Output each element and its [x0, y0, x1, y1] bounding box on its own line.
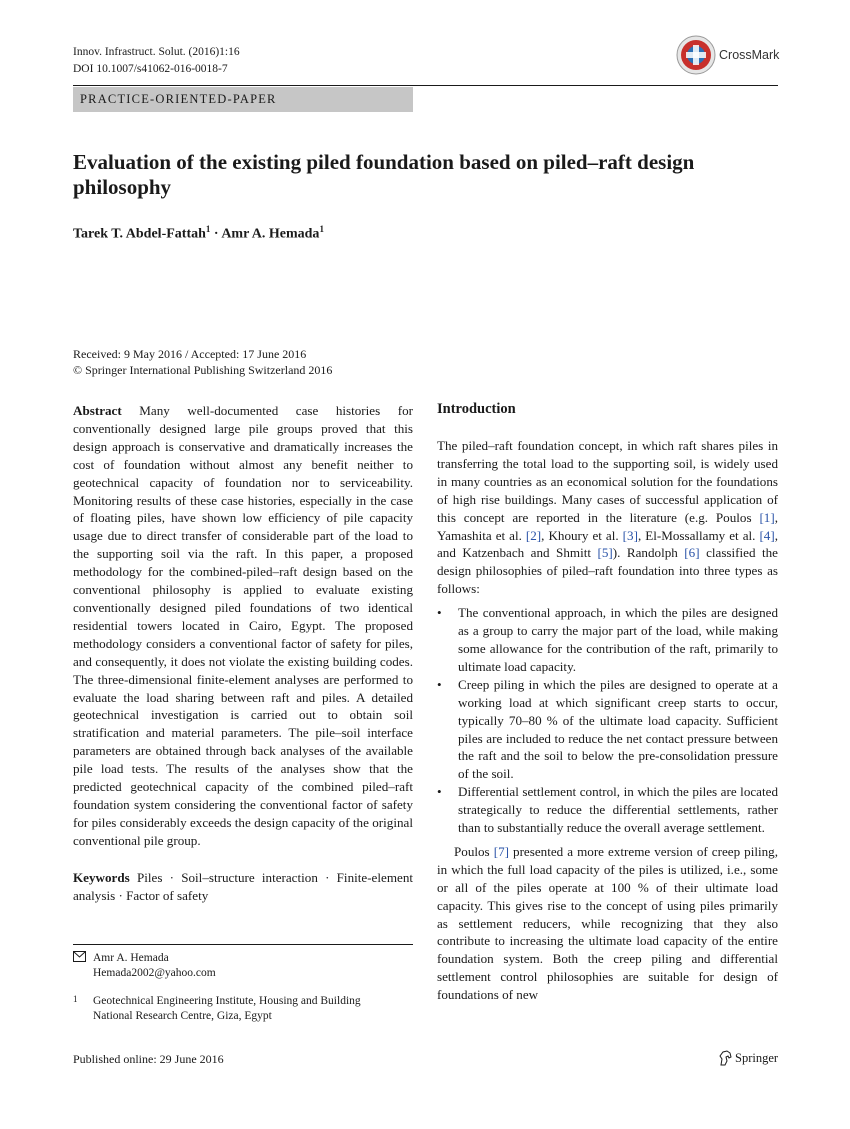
published-online: Published online: 29 June 2016 [73, 1052, 224, 1066]
abstract-text: Many well-documented case histories for conventionally designed large pile groups proved that this design approach is conservative and dramatically increases the cost of foundation without almost any benefit neither to geotechnical capacity of foundation nor to serviceability. Monitoring results of these case histories, especially in the case of floating piles, have shown low efficiency of pile capacity usage due to direct transfer of considerable part of the load to the supporting soil via the raft. In this paper, a proposed methodology for the combined-piled–raft design based on the conventional philosophy is applied to evaluate existing conventionally designed piled foundations of two identical residential towers located in Cairo, Egypt. The proposed methodology considers a conventional factor of safety for piles, and consequently, it does not violate the existing building codes. The three-dimensional finite-element analyses are performed to evaluate the load sharing between raft and piles. A detailed geotechnical investigation is carried out to obtain soil stratification and material parameters. The pile–soil interface parameters are obtained through back analyses of the available pile load tests. The results of the analyses show that the predicted geotechnical capacity of the combined piled–raft foundation system considering the conventional factor of safety for piles considerably exceeds the design capacity of the original conventional pile group. [73, 403, 413, 848]
article-dates [73, 346, 332, 378]
header-rule [73, 85, 778, 86]
citation-3[interactable]: [3] [622, 527, 638, 543]
article-type-banner: PRACTICE-ORIENTED-PAPER [73, 87, 413, 112]
crossmark-icon [676, 35, 716, 75]
affiliation-text: Geotechnical Engineering Institute, Housing and Building National Research Centre, Giza, Egypt [93, 995, 361, 1022]
envelope-icon [73, 951, 86, 967]
list-item-text: Creep piling in which the piles are designed to operate at a working load at which significant creep starts to occur, typically 70–80 % of the ultimate load capacity. Sufficient piles are included to reduce the net contact pressure between the raft and the soil to below the pre-consolidation pressure of the soil. [458, 676, 778, 782]
keywords-label: Keywords [73, 869, 130, 885]
author-separator: · [210, 226, 222, 242]
bullet-icon: • [437, 605, 442, 621]
list-item-text: The conventional approach, in which the piles are designed as a group to carry the major part of the load, while making some allowance for the contribution of the raft, primarily to ultimate load capacity. [458, 605, 778, 674]
design-philosophy-list [437, 604, 778, 837]
text-run: , Yamashita et al. [437, 509, 778, 543]
springer-horse-icon [719, 1050, 732, 1066]
correspondence-email[interactable]: Hemada2002@yahoo.com [93, 967, 216, 979]
keywords [73, 869, 413, 905]
correspondence-name: Amr A. Hemada [93, 952, 169, 964]
text-run: , El-Mossallamy et al. [637, 527, 760, 543]
citation-2[interactable]: [2] [525, 527, 542, 543]
list-item [437, 783, 778, 837]
author-2-affiliation: 1 [319, 224, 324, 234]
text-run: The piled–raft foundation concept, in which raft shares piles in transferring the total load to the supporting soil, is widely used in many countries as an economical solution for the foundations of high rise buildings. Many cases of successful application of this concept are reported in the literature (e.g. Poulos [437, 438, 778, 525]
intro-paragraph-2 [437, 843, 778, 1004]
bullet-icon: • [437, 676, 442, 692]
list-item [437, 604, 778, 676]
citation-7[interactable]: [7] [493, 843, 509, 859]
author-1-affiliation: 1 [205, 224, 211, 234]
text-run: Poulos [454, 843, 494, 859]
list-item [437, 676, 778, 783]
author-list [73, 224, 324, 243]
author-2[interactable]: Amr A. Hemada [221, 226, 320, 242]
text-run: , and Katzenbach and Shmitt [437, 527, 778, 561]
text-run: ). Randolph [612, 545, 685, 561]
abstract-section [73, 402, 413, 904]
introduction-heading: Introduction [437, 401, 516, 417]
citation-1[interactable]: [1] [759, 509, 775, 525]
citation-4[interactable]: [4] [759, 527, 775, 543]
intro-paragraph-1 [437, 437, 778, 598]
springer-logo [719, 1050, 778, 1066]
copyright: © Springer International Publishing Switzerland 2016 [73, 363, 333, 377]
keywords-text: Piles · Soil–structure interaction · Finite-element analysis · Factor of safety [73, 869, 414, 903]
article-title: Evaluation of the existing piled foundation based on piled–raft design philosophy [73, 150, 695, 199]
crossmark-badge[interactable] [676, 35, 779, 75]
author-1[interactable]: Tarek T. Abdel-Fattah [73, 226, 206, 242]
bullet-icon: • [437, 784, 442, 800]
crossmark-label: CrossMark [719, 48, 780, 62]
abstract-label: Abstract [73, 403, 122, 418]
text-run: presented a more extreme version of creep piling, in which the full load capacity of the piles is utilized, i.e., some or all of the piles operate at 100 % of their ultimate load capacity. This gives rise to the concept of using piles primarily as settlement reducers, while recognizing that they also contribute to increasing the ultimate load capacity of the entire foundation system. Both the creep piling and differential settlement control philosophies are suitable for design of foundations of new [437, 843, 778, 1003]
affiliation-number: 1 [73, 994, 78, 1004]
citation-5[interactable]: [5] [597, 545, 613, 561]
list-item-text: Differential settlement control, in which the piles are located strategically to reduce the differential settlements, rather than to substantially reduce the overall average settlement. [458, 784, 778, 836]
received-accepted: Received: 9 May 2016 / Accepted: 17 June 2016 [73, 347, 307, 361]
citation-6[interactable]: [6] [684, 545, 700, 561]
doi[interactable]: DOI 10.1007/s41062-016-0018-7 [73, 63, 228, 75]
text-run: classified the design philosophies of piled–raft foundation into three types as follows: [437, 545, 778, 597]
footnote-rule [73, 944, 413, 945]
publisher-name: Springer [735, 1050, 779, 1065]
text-run: , Khoury et al. [541, 527, 623, 543]
abstract [73, 402, 413, 850]
journal-citation: Innov. Infrastruct. Solut. (2016)1:16 [73, 46, 240, 58]
correspondence [93, 951, 216, 981]
introduction-body [437, 437, 778, 1004]
